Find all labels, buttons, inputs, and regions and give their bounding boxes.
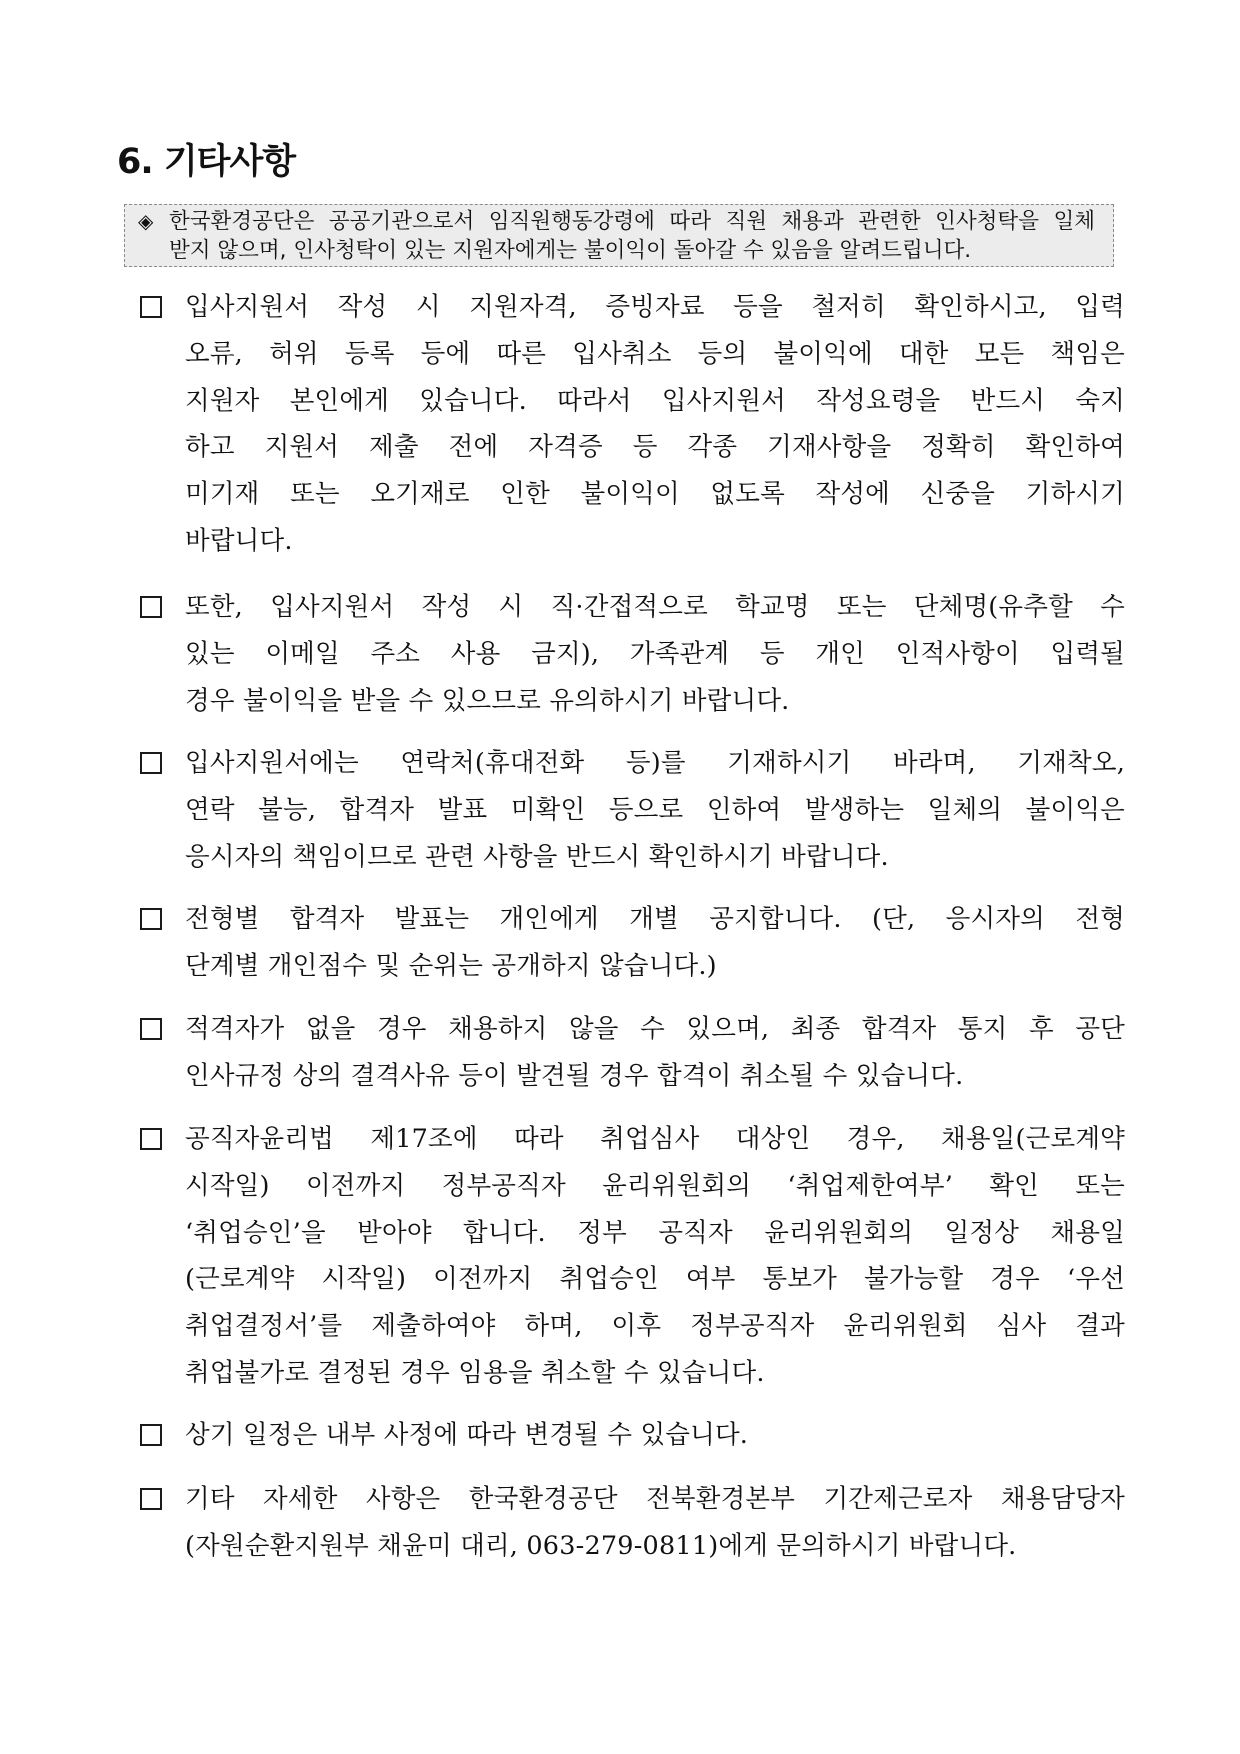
- item-line: 전형별 합격자 발표는 개인에게 개별 공지합니다. (단, 응시자의 전형: [185, 904, 1125, 934]
- item-text: [185, 1476, 1125, 1570]
- checkbox-square-icon: [140, 1018, 162, 1040]
- item-line: 오류, 허위 등록 등에 따른 입사취소 등의 불이익에 대한 모든 책임은: [185, 338, 1125, 369]
- section-title: 6. 기타사항: [117, 142, 296, 182]
- item-line: 상기 일정은 내부 사정에 따라 변경될 수 있습니다.: [185, 1420, 749, 1450]
- checkbox-square-icon: [140, 1128, 162, 1150]
- item-line: 경우 불이익을 받을 수 있으므로 유의하시기 바랍니다.: [185, 685, 790, 716]
- item-text: [185, 1116, 1125, 1397]
- diamond-bullet-icon: ◈: [138, 209, 154, 233]
- item-text: [185, 1412, 1125, 1459]
- item-line: 응시자의 책임이므로 관련 사항을 반드시 확인하시기 바랍니다.: [185, 841, 889, 872]
- item-line: ‘취업승인’을 받아야 합니다. 정부 공직자 윤리위원회의 일정상 채용일: [185, 1217, 1125, 1248]
- item-line: 입사지원서에는 연락처(휴대전화 등)를 기재하시기 바라며, 기재착오,: [185, 748, 1125, 778]
- item-line: (근로계약 시작일) 이전까지 취업승인 여부 통보가 불가능할 경우 ‘우선: [185, 1264, 1125, 1295]
- notice-line: 받지 않으며, 인사청탁이 있는 지원자에게는 불이익이 돌아갈 수 있음을 알려드립니다.: [169, 238, 972, 263]
- checkbox-square-icon: [140, 1424, 162, 1446]
- notice-line: 한국환경공단은 공공기관으로서 임직원행동강령에 따라 직원 채용과 관련한 인사청탁을 일체: [169, 209, 1095, 234]
- item-line: 적격자가 없을 경우 채용하지 않을 수 있으며, 최종 합격자 통지 후 공단: [185, 1014, 1125, 1044]
- item-line: 기타 자세한 사항은 한국환경공단 전북환경본부 기간제근로자 채용담당자: [185, 1484, 1125, 1514]
- item-line: 취업불가로 결정된 경우 임용을 취소할 수 있습니다.: [185, 1357, 765, 1388]
- item-text: [185, 284, 1125, 565]
- checkbox-square-icon: [140, 1488, 162, 1510]
- item-line: 취업결정서’를 제출하여야 하며, 이후 정부공직자 윤리위원회 심사 결과: [185, 1311, 1125, 1342]
- item-line: 단계별 개인점수 및 순위는 공개하지 않습니다.): [185, 950, 717, 981]
- item-line: 있는 이메일 주소 사용 금지), 가족관계 등 개인 인적사항이 입력될: [185, 638, 1125, 669]
- checkbox-square-icon: [140, 296, 162, 318]
- item-line: 공직자윤리법 제17조에 따라 취업심사 대상인 경우, 채용일(근로계약: [185, 1124, 1125, 1154]
- item-line: 연락 불능, 합격자 발표 미확인 등으로 인하여 발생하는 일체의 불이익은: [185, 794, 1125, 825]
- checkbox-square-icon: [140, 596, 162, 618]
- item-text: [185, 1006, 1125, 1100]
- item-line: 또한, 입사지원서 작성 시 직·간접적으로 학교명 또는 단체명(유추할 수: [185, 592, 1125, 622]
- item-text: [185, 740, 1125, 880]
- item-text: [185, 584, 1125, 724]
- item-line: 시작일) 이전까지 정부공직자 윤리위원회의 ‘취업제한여부’ 확인 또는: [185, 1170, 1125, 1201]
- item-line: 인사규정 상의 결격사유 등이 발견될 경우 합격이 취소될 수 있습니다.: [185, 1060, 964, 1091]
- item-line: 입사지원서 작성 시 지원자격, 증빙자료 등을 철저히 확인하시고, 입력: [185, 292, 1125, 322]
- item-line: 하고 지원서 제출 전에 자격증 등 각종 기재사항을 정확히 확인하여: [185, 432, 1125, 463]
- item-line: 지원자 본인에게 있습니다. 따라서 입사지원서 작성요령을 반드시 숙지: [185, 385, 1125, 416]
- item-line: 바랍니다.: [185, 525, 293, 556]
- checkbox-square-icon: [140, 908, 162, 930]
- notice-box: [124, 204, 1114, 267]
- item-line: 미기재 또는 오기재로 인한 불이익이 없도록 작성에 신중을 기하시기: [185, 479, 1125, 510]
- checkbox-square-icon: [140, 752, 162, 774]
- item-text: [185, 896, 1125, 990]
- item-line: (자원순환지원부 채윤미 대리, 063-279-0811)에게 문의하시기 바랍니다.: [185, 1530, 1017, 1561]
